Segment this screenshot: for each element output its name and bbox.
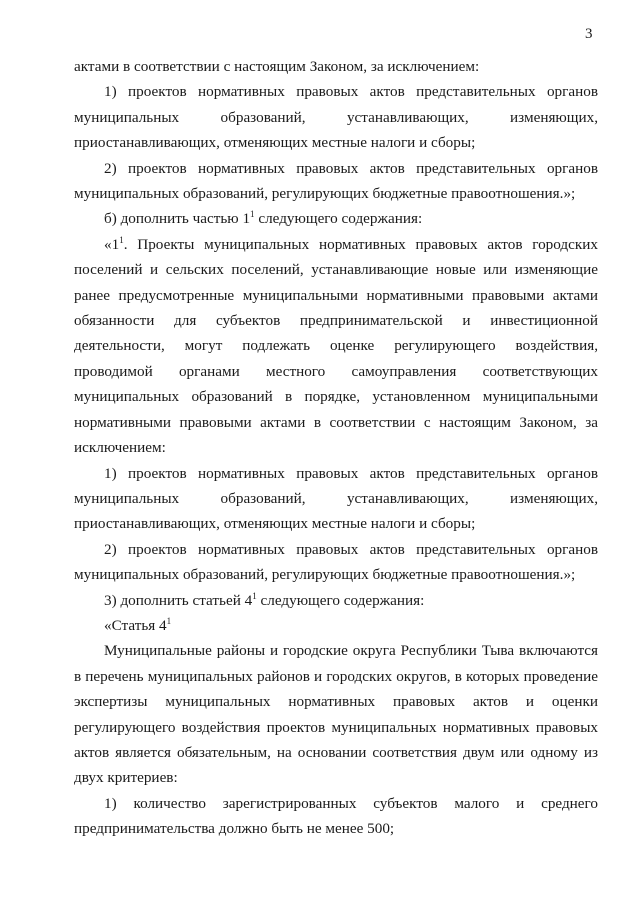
article-heading: «Статья $4^1$	[104, 615, 172, 634]
list-item: 1) проектов нормативных правовых актов представительных органов муниципальных образований, устанавливающих, изменяющих, приостанавливающих, отменяющих местные налоги и сборы;	[74, 464, 598, 533]
list-item: 1) проектов нормативных правовых актов представительных органов муниципальных образований, устанавливающих, изменяющих, приостанавливающих, отменяющих местные налоги и сборы;	[74, 83, 598, 152]
list-item: 2) проектов нормативных правовых актов представительных органов муниципальных образований, регулирующих бюджетные правоотношения.»;	[74, 159, 598, 203]
list-item: 1) количество зарегистрированных субъектов малого и среднего предпринимательства должно быть не менее 500;	[74, 794, 598, 838]
paragraph: актами в соответствии с настоящим Законом, за исключением:	[74, 58, 480, 75]
document-body	[74, 54, 598, 842]
paragraph: 3) дополнить статьей $4^1$ следующего содержания:	[104, 590, 425, 609]
paragraph: «$1^1$. Проекты муниципальных нормативных правовых актов городских поселений и сельских поселений, устанавливающие новые или изменяющие ранее предусмотренные муниципальными нормативными правовыми актами обязанности для субъектов предпринимательской и инвестиционной деятельности, могут подлежать оценке регулирующего воздействия, проводимой органами местного самоуправления соответствующих муниципальных образований в порядке, установленном муниципальными нормативными правовыми актами в соответствии с настоящим Законом, за исключением:	[74, 234, 598, 457]
paragraph: Муниципальные районы и городские округа Республики Тыва включаются в перечень муниципальных районов и городских округов, в которых проведение экспертизы муниципальных нормативных правовых актов и оценки регулирующего воздействия проектов муниципальных нормативных правовых актов является обязательным, на основании соответствия двум или одному из двух критериев:	[74, 642, 598, 787]
paragraph: б) дополнить частью $1^1$ следующего содержания:	[104, 209, 423, 228]
page-number: 3	[585, 26, 593, 42]
list-item: 2) проектов нормативных правовых актов представительных органов муниципальных образований, регулирующих бюджетные правоотношения.»;	[74, 540, 598, 584]
